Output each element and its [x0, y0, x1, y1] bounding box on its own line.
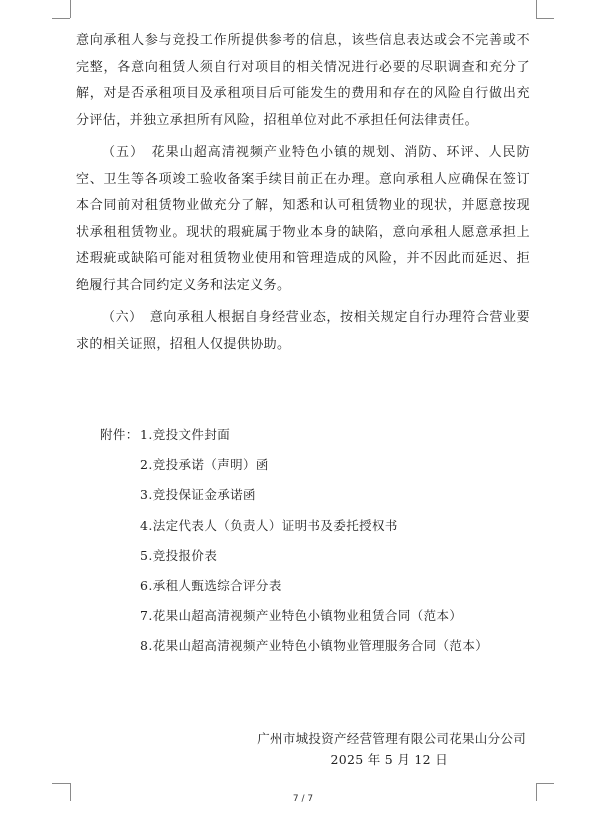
attachment-item: 2.竞投承诺（声明）函 — [140, 457, 269, 473]
paragraph-disclaimer: 意向承租人参与竞投工作所提供参考的信息，该些信息表达或会不完善或不完整，各意向租赁人须自行对项目的相关情况进行必要的尽职调查和充分了解，对是否承租项目及承租项目后可能发生的费用和存在的风险自行做出充分评估，并独立承担所有风险，招租单位对此不承担任何法律责任。 — [76, 33, 530, 128]
paragraph-item-5: （五） 花果山超高清视频产业特色小镇的规划、消防、环评、人民防空、卫生等各项竣工验收备案手续目前正在办理。意向承租人应确保在签订本合同前对租赁物业做充分了解，知悉和认可租赁物业的现状，并愿意按现状承租租赁物业。现状的瑕疵属于物业本身的缺陷，意向承租人愿意承担上述瑕疵或缺陷可能对租赁物业使用和管理造成的风险，并不因此而延迟、拒绝履行其合同约定义务和法定义务。 — [76, 145, 530, 293]
signature-company: 广州市城投资产经营管理有限公司花果山分公司 — [257, 731, 526, 746]
attachment-item: 3.竞投保证金承诺函 — [140, 487, 256, 503]
crop-mark-top-right-h — [536, 18, 554, 19]
body-text — [76, 28, 530, 358]
crop-mark-top-right-v — [536, 0, 537, 18]
attachment-label: 附件： — [100, 427, 139, 442]
signature-block — [257, 728, 526, 770]
crop-mark-bottom-right-h — [536, 783, 554, 784]
crop-mark-top-left-v — [70, 0, 71, 18]
signature-date: 2025 年 5 月 12 日 — [330, 752, 448, 767]
attachment-item: 4.法定代表人（负责人）证明书及委托授权书 — [140, 517, 398, 533]
attachment-item: 7.花果山超高清视频产业特色小镇物业租赁合同（范本） — [140, 608, 463, 624]
page-number: 7 / 7 — [292, 794, 314, 804]
crop-mark-bottom-left-h — [52, 783, 70, 784]
attachment-first-row — [100, 420, 488, 450]
crop-mark-top-left-h — [52, 18, 70, 19]
attachment-item: 6.承租人甄选综合评分表 — [140, 578, 282, 594]
attachment-item: 1.竞投文件封面 — [140, 427, 231, 442]
attachment-item: 8.花果山超高清视频产业特色小镇物业管理服务合同（范本） — [140, 638, 489, 654]
attachment-list — [100, 420, 488, 662]
paragraph-item-6: （六） 意向承租人根据自身经营业态，按相关规定自行办理符合营业要求的相关证照，招租人仅提供协助。 — [76, 310, 530, 352]
attachment-item: 5.竞投报价表 — [140, 547, 218, 563]
